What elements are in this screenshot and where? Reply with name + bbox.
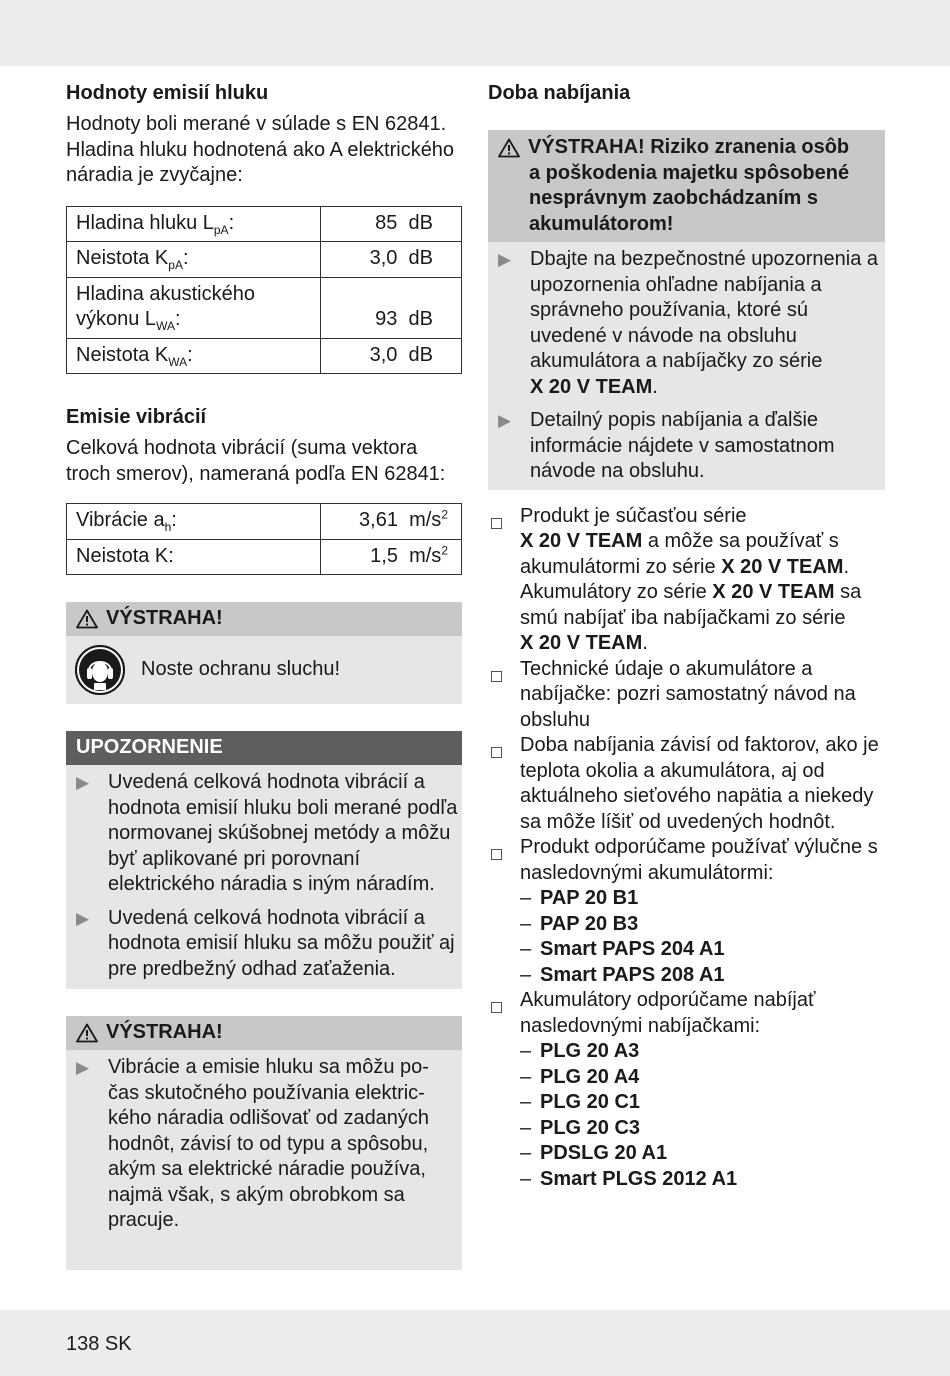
arrow-bullet-icon: ▶ xyxy=(498,411,512,430)
battery-item: – PAP 20 B3 xyxy=(520,912,639,935)
vibration-heading: Emisie vibrácií xyxy=(66,406,207,428)
noise-value: 3,0 dB xyxy=(321,242,462,278)
list-item: Produkt odporúčame používať výlučne s nasledovnými akumulátormi: – PAP 20 B1 – PAP 20 B3 – Smart PAPS 204 A1 – Smart PAPS 208 A1 xyxy=(488,835,885,988)
page-number: 138 SK xyxy=(66,1333,132,1355)
table-row xyxy=(67,539,462,575)
warning-title: VÝSTRAHA! xyxy=(106,607,223,630)
battery-item: – PAP 20 B1 xyxy=(520,887,639,909)
checkbox-bullet-icon xyxy=(488,504,520,657)
vibration-label: Neistota K: xyxy=(67,539,321,575)
table-row xyxy=(67,277,462,338)
noise-intro: Hodnoty boli merané v súlade s EN 62841. Hladina hluku hodnotená ako A elektrického náradia je zvyčajne: xyxy=(66,113,455,186)
arrow-bullet-icon: ▶ xyxy=(498,250,512,269)
checkbox-bullet-icon xyxy=(488,657,520,734)
warning-triangle-icon xyxy=(76,609,98,629)
top-band xyxy=(0,0,950,66)
warning-triangle-icon xyxy=(76,1023,98,1043)
charger-item: – PLG 20 C1 xyxy=(520,1091,641,1113)
noise-label: Hladina akustického výkonu $L_{WA}$: xyxy=(67,277,321,338)
noise-table xyxy=(66,206,462,375)
warning-body xyxy=(66,636,462,704)
warning-title: VÝSTRAHA! Riziko zranenia osôb xyxy=(528,136,850,158)
list-item: Technické údaje o akumulátore a nabíjačke: pozri samostatný návod na obsluhu xyxy=(488,657,885,734)
bottom-band xyxy=(0,1310,950,1376)
noise-label: Neistota $K_{WA}$: xyxy=(67,338,321,374)
checkbox-bullet-icon xyxy=(488,835,520,988)
charger-item: – PDSLG 20 A1 xyxy=(520,1142,668,1164)
notice-header: UPOZORNENIE xyxy=(66,731,462,765)
arrow-bullet-icon: ▶ xyxy=(76,1058,90,1077)
warning-body xyxy=(66,1050,462,1270)
charger-item: – PLG 20 C3 xyxy=(520,1116,641,1139)
list-item: ▶ Uvedená celková hodnota vibrácií a hodnota emisií hluku sa môžu použiť aj pre predbežný odhad zaťaženia. xyxy=(66,906,462,983)
noise-label: Hladina hluku $L_{pA}$: xyxy=(67,206,321,242)
battery-item: – Smart PAPS 204 A1 xyxy=(520,938,725,960)
hearing-protection-text: Noste ochranu sluchu! xyxy=(141,658,341,681)
warning-title-rest: a poškodenia majetku spôsobené nesprávnym zaobchádzaním s akumulátorom! xyxy=(529,161,850,235)
noise-value: 85 dB xyxy=(321,206,462,242)
noise-value: 93 dB xyxy=(321,277,462,338)
arrow-bullet-icon: ▶ xyxy=(76,908,90,928)
warning-title: VÝSTRAHA! xyxy=(106,1021,223,1044)
table-row xyxy=(67,338,462,374)
warning-header xyxy=(66,602,462,636)
warning-body xyxy=(488,242,885,490)
list-item: Produkt je súčasťou série X 20 V TEAM a môže sa používať s akumulátormi zo série X 20 V TEAM. Akumulátory zo série X 20 V TEAM sa smú nabíjať iba nabíjačkami zo série X 20 V TEAM. xyxy=(488,504,885,657)
table-row xyxy=(67,504,462,540)
vibration-intro: Celková hodnota vibrácií (suma vektora troch smerov), nameraná podľa EN 62841: xyxy=(66,437,446,485)
notice-box xyxy=(66,731,462,989)
checkbox-bullet-icon xyxy=(488,988,520,1192)
list-item: Akumulátory odporúčame nabíjať nasledovnými nabíjačkami: – PLG 20 A3 – PLG 20 A4 – PLG 20 C1 – PLG 20 C3 – PDSLG 20 A1 – Smart PLGS 2012 A1 xyxy=(488,988,885,1192)
charger-item: – Smart PLGS 2012 A1 xyxy=(520,1167,738,1190)
vibration-table xyxy=(66,503,462,575)
list-item: ▶ Vibrácie a emisie hluku sa môžu po-čas skutočného používania elektric-kého náradia odlišovať od zadaných hodnôt, závisí to od typu a spôsobu, akým sa elektrické náradie používa, najmä však, s akým obrobkom sa pracuje. xyxy=(66,1055,462,1234)
warning-triangle-icon xyxy=(498,138,520,158)
charger-item: – PLG 20 A3 xyxy=(520,1040,640,1062)
charger-item: – PLG 20 A4 xyxy=(520,1065,640,1088)
vibration-value: 3,61 $m/s^2$ xyxy=(321,504,462,540)
list-item: ▶ Uvedená celková hodnota vibrácií a hodnota emisií hluku boli merané podľa normovanej skúšobnej metódy a môžu byť aplikované pri porovnaní elektrického náradia s iným náradím. xyxy=(66,770,462,898)
table-row xyxy=(67,242,462,278)
table-row xyxy=(67,206,462,242)
warning-header xyxy=(488,130,885,242)
left-column xyxy=(66,80,462,1270)
vibration-label: Vibrácie $a_h$: xyxy=(67,504,321,540)
arrow-bullet-icon: ▶ xyxy=(76,773,90,792)
notice-body xyxy=(66,765,462,989)
warning-header xyxy=(66,1016,462,1050)
battery-item: – Smart PAPS 208 A1 xyxy=(520,963,725,986)
warning-box-hearing xyxy=(66,602,462,704)
charging-heading: Doba nabíjania xyxy=(488,82,631,104)
warning-box-charging xyxy=(488,130,885,490)
noise-label: Neistota $K_{pA}$: xyxy=(67,242,321,278)
vibration-value: 1,5 $m/s^2$ xyxy=(321,539,462,575)
ear-protection-icon xyxy=(75,645,125,695)
info-list xyxy=(488,504,885,1193)
list-item: ▶ Dbajte na bezpečnostné upozornenia a upozornenia ohľadne nabíjania a správneho používania, ktoré sú uvedené v návode na obsluhu akumulátora a nabíjačky zo série X 20 V TEAM. xyxy=(488,247,885,400)
checkbox-bullet-icon xyxy=(488,733,520,835)
right-column xyxy=(488,80,885,1192)
list-item: Doba nabíjania závisí od faktorov, ako je teplota okolia a akumulátora, aj od aktuálneho sieťového napätia a niekedy sa môže líšiť od uvedených hodnôt. xyxy=(488,733,885,835)
noise-value: 3,0 dB xyxy=(321,338,462,374)
warning-box-vibration xyxy=(66,1016,462,1270)
noise-heading: Hodnoty emisií hluku xyxy=(66,82,269,104)
list-item: ▶ Detailný popis nabíjania a ďalšie informácie nájdete v samostatnom návode na obsluhu. xyxy=(488,408,885,485)
